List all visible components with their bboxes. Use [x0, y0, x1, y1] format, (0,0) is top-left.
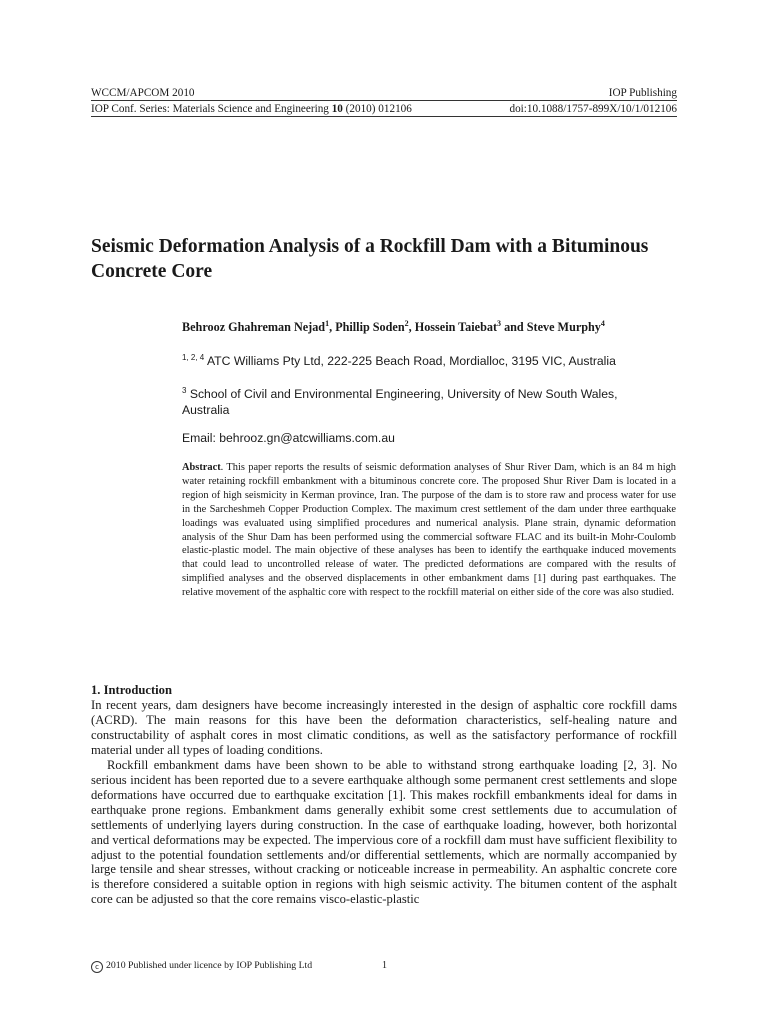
affiliation-text: ATC Williams Pty Ltd, 222-225 Beach Road, Mordialloc, 3195 VIC, Australia: [204, 354, 616, 369]
author-affil-mark: 4: [600, 319, 605, 328]
series-suffix: (2010) 012106: [342, 103, 412, 115]
affiliation-2: [182, 383, 662, 418]
running-header-bottom: [91, 102, 677, 116]
contact-email: Email: behrooz.gn@atcwilliams.com.au: [182, 431, 395, 445]
author-separator: ,: [408, 320, 415, 335]
page-number: 1: [382, 960, 387, 971]
doi: doi:10.1088/1757-899X/10/1/012106: [509, 103, 677, 115]
copyright-footer: [91, 960, 312, 973]
author-separator: and: [501, 320, 527, 335]
paragraph: In recent years, dam designers have become increasingly interested in the design of asphaltic core rockfill dams (ACRD). The main reasons for this have been the deformation characteristics, self-healing nature and constructability of asphalt cores in most climatic conditions, as well as the satisfactory performance of rockfill material under all types of loading conditions.: [91, 698, 677, 757]
affiliation-mark: 1, 2, 4: [182, 353, 205, 362]
introduction-body: [91, 698, 677, 907]
author-separator: ,: [329, 320, 336, 335]
author-affil-mark: 1: [325, 319, 330, 328]
author-list: [182, 316, 652, 335]
author-affil-mark: 2: [404, 319, 409, 328]
author-name: Steve Murphy: [526, 320, 601, 335]
copyright-text: 2010 Published under licence by IOP Publishing Ltd: [106, 960, 313, 971]
series-prefix: IOP Conf. Series: Materials Science and Engineering: [91, 103, 332, 115]
running-header-top: [91, 86, 677, 100]
author-name: Phillip Soden: [335, 320, 405, 335]
author-name: Behrooz Ghahreman Nejad: [182, 320, 326, 335]
volume-number: 10: [331, 103, 343, 115]
affiliation-text: School of Civil and Environmental Engineering, University of New South Wales, Australia: [182, 387, 618, 418]
header-rule-top: [91, 100, 677, 101]
abstract: [182, 461, 676, 600]
copyright-icon: c: [91, 961, 103, 973]
affiliation-mark: 3: [182, 386, 187, 395]
paragraph: Rockfill embankment dams have been shown to be able to withstand strong earthquake loading [2, 3]. No serious incident has been reported due to a severe earthquake although some permanent crest settlements and slope deformations have occurred due to earthquake excitation [1]. This makes rockfill embankments ideal for dams in earthquake prone regions. Embankment dams generally exhibit some crest settlements due to accumulation of settlements of underlying layers during construction. In the case of earthquake loading, however, both horizontal and vertical deformations may be expected. The impervious core of a rockfill dam must have sufficient flexibility to adjust to the potential foundation settlements and/or differential settlements, which are normally accompanied by large tensile and shear stresses, without cracking or noticeable increase in permeability. An asphaltic concrete core is therefore considered a suitable option in regions with high seismic activity. The bitumen content of the asphalt core can be adjusted so that the core remains visco-elastic-plastic: [91, 757, 677, 907]
series-citation: [91, 102, 412, 116]
abstract-text: . This paper reports the results of seismic deformation analyses of Shur River Dam, which is an 84 m high water retaining rockfill embankment with a bituminous concrete core. The proposed Shur River Dam is located in a region of high seismicity in Kerman province, Iran. The purpose of the dam is to store raw and process water for use in the Sarcheshmeh Copper Production Complex. The maximum crest settlement of the dam under three earthquake loadings was evaluated using simplified procedures and numerical analysis. Plane strain, dynamic deformation analysis of the Shur Dam has been performed using the commercial software FLAC and its built-in Mohr-Coulomb elastic-plastic model. The main objective of these analyses has been to identify the earthquake induced movements that could lead to uncontrolled release of water. The predicted deformations are compared with the results of simplified analyses and the observed displacements in other embankment dams [1] during past earthquakes. The relative movement of the asphaltic core with respect to the rockfill material on either side of the core was also studied.: [182, 462, 676, 599]
publisher-name: IOP Publishing: [608, 87, 677, 99]
header-rule-bottom: [91, 116, 677, 117]
conference-name: WCCM/APCOM 2010: [91, 87, 195, 99]
author-affil-mark: 3: [497, 319, 502, 328]
abstract-label: Abstract: [182, 462, 221, 473]
affiliation-1: [182, 350, 662, 369]
paper-title: Seismic Deformation Analysis of a Rockfill Dam with a Bituminous Concrete Core: [91, 236, 649, 282]
author-name: Hossein Taiebat: [414, 320, 498, 335]
section-heading-introduction: 1. Introduction: [91, 683, 172, 697]
